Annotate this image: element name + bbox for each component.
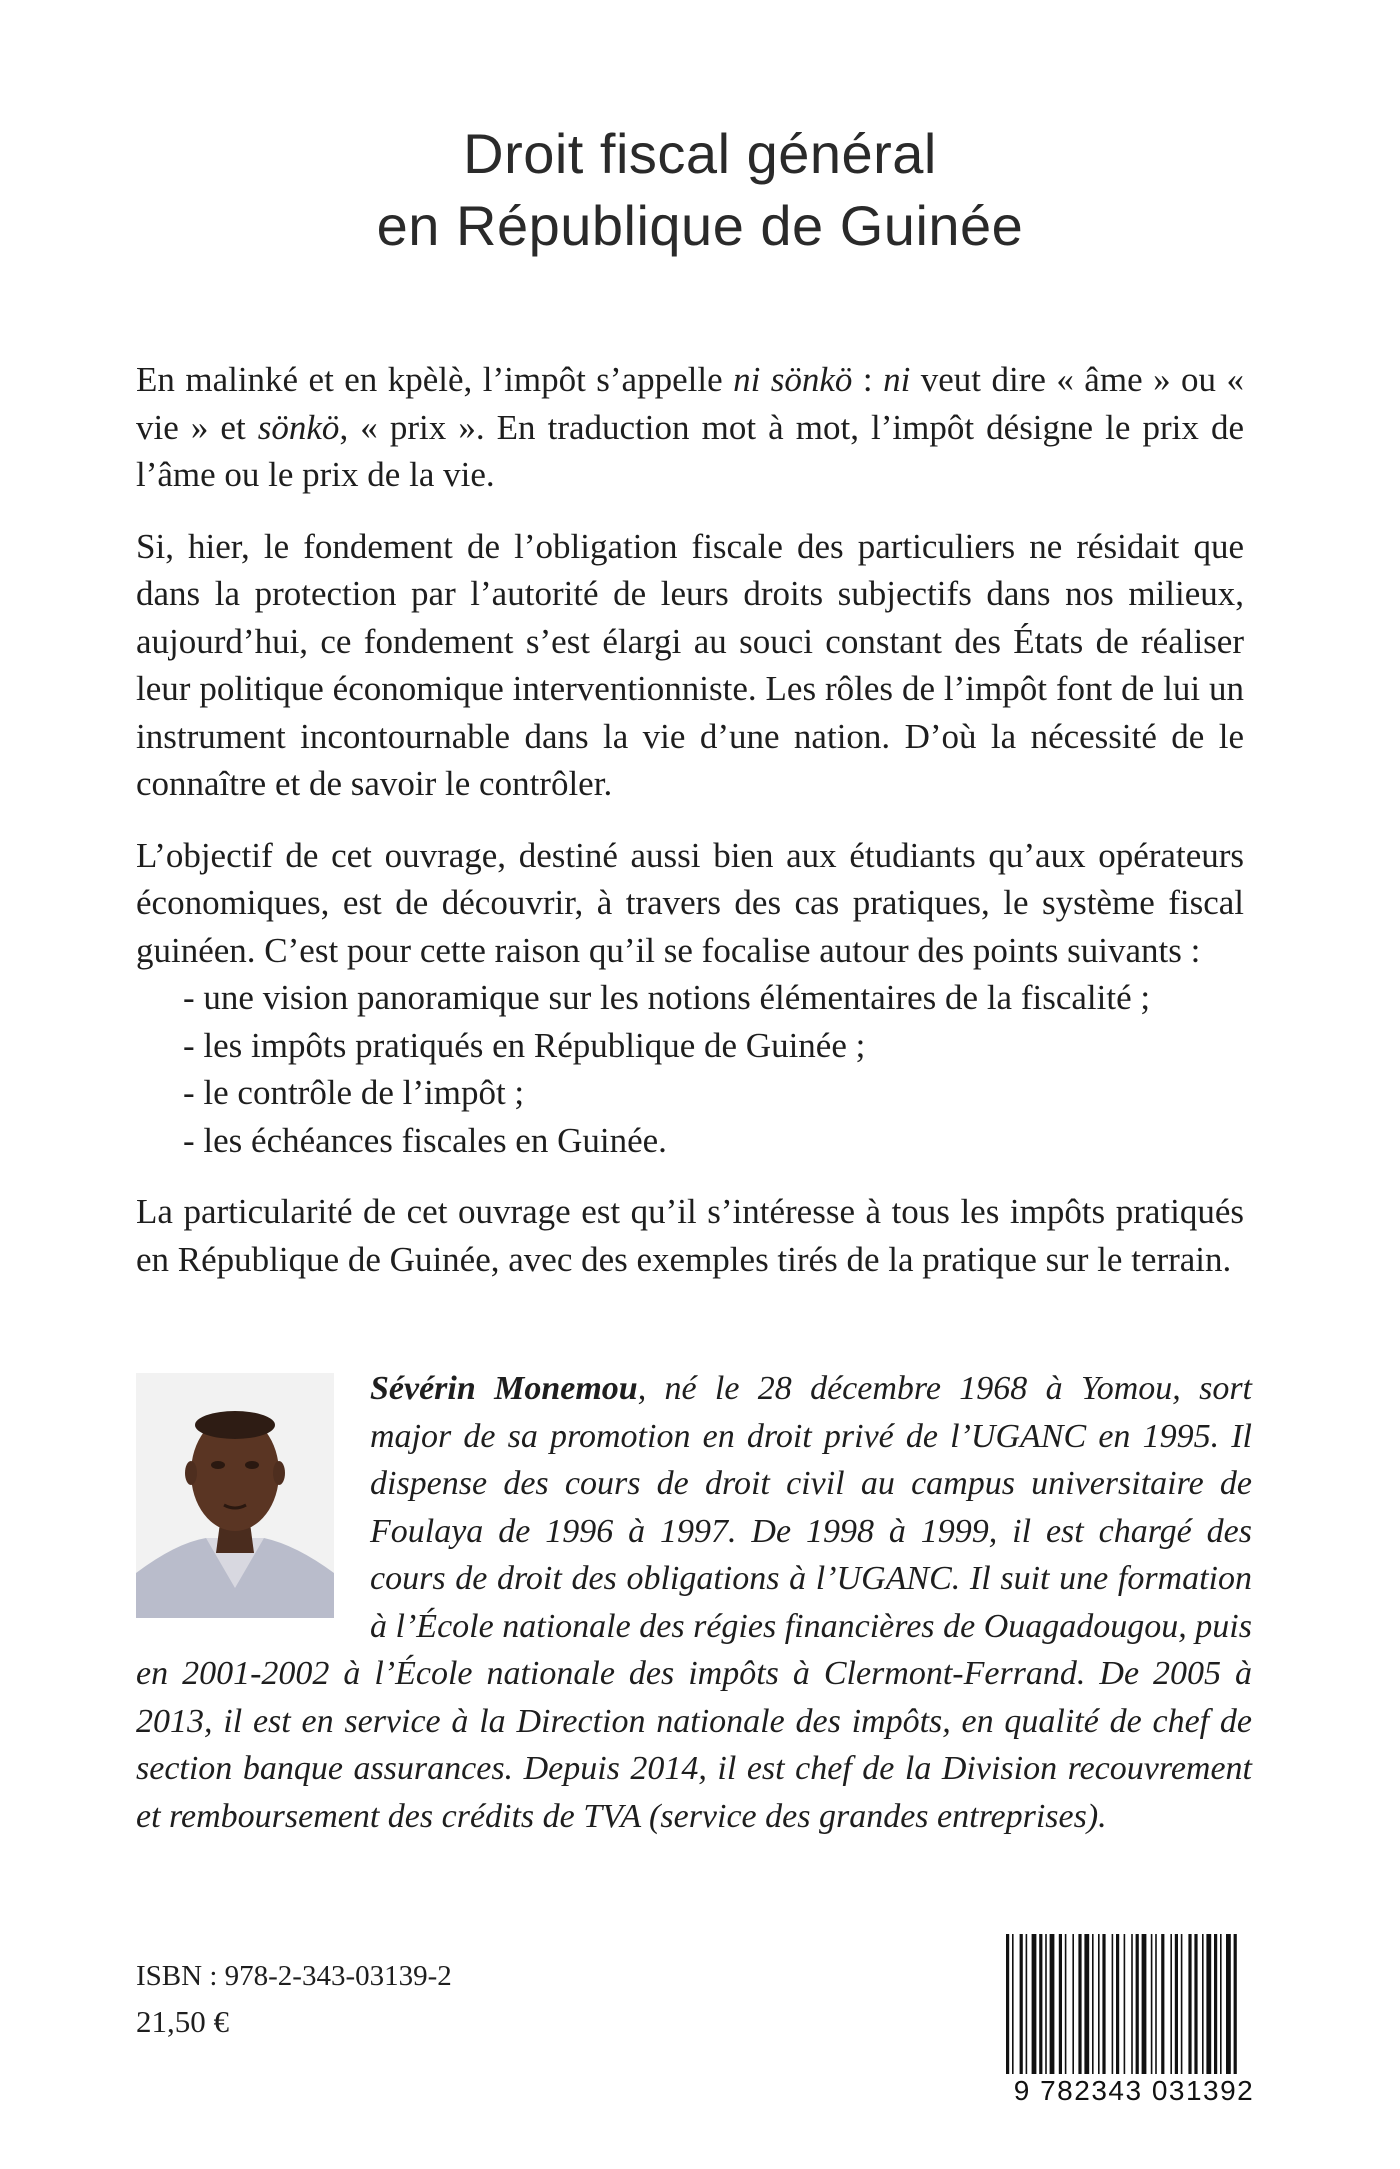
barcode-number: 9 782343 031392	[1000, 2074, 1268, 2108]
isbn-number: ISBN : 978-2-343-03139-2	[136, 1960, 452, 1992]
title-line-1: Droit fiscal général	[463, 122, 937, 185]
barcode-bar	[1020, 1934, 1023, 2074]
barcode-bar	[1206, 1934, 1211, 2074]
barcode-bar	[1136, 1934, 1139, 2074]
isbn-barcode	[1000, 1934, 1268, 2123]
barcode-bar	[1050, 1934, 1055, 2074]
barcode-bar	[1226, 1934, 1231, 2074]
barcode-bar	[1161, 1934, 1164, 2074]
barcode-bar	[1072, 1934, 1074, 2074]
barcode-bar	[1084, 1934, 1089, 2074]
barcode-bar	[1065, 1934, 1067, 2074]
author-photo	[136, 1373, 334, 1618]
list-item: - une vision panoramique sur les notions élémentaires de la fiscalité ;	[183, 978, 1151, 1017]
publication-info	[136, 1956, 452, 2042]
barcode-bar	[1039, 1934, 1042, 2074]
barcode-bar	[1214, 1934, 1217, 2074]
barcode-bar	[1116, 1934, 1119, 2074]
author-bio-text: , né le 28 décembre 1968 à Yomou, sort major de sa promotion en droit privé de l’UGANC en 1995. Il dispense des cours de droit civil au campus universitaire de Foulaya de 1996 à 1997. De 1998 à 1999, il est chargé des cours de droit des obligations à l’UGANC. Il suit une formation à l’École nationale des régies financières de Ouagadougou, puis en 2001-2002 à l’École nationale des impôts à Clermont-Ferrand. De 2005 à 2013, il est en service à la Direction nationale des impôts, en qualité de chef de section banque assurances. Depuis 2014, il est chef de la Division recouvrement et remboursement des crédits de TVA (service des grandes entreprises).	[136, 1370, 1253, 1835]
barcode-bar	[1112, 1934, 1114, 2074]
list-item: - les échéances fiscales en Guinée.	[183, 1120, 667, 1160]
barcode-bar	[1006, 1934, 1009, 2084]
barcode-bar	[1202, 1934, 1204, 2074]
barcode-bar	[1151, 1934, 1153, 2074]
topics-list	[136, 974, 1244, 1164]
barcode-bar	[1181, 1934, 1183, 2074]
barcode-bar	[1155, 1934, 1157, 2074]
barcode-bar	[1078, 1934, 1081, 2074]
barcode-bar	[1220, 1934, 1222, 2074]
barcode-bars	[1000, 1934, 1268, 2084]
barcode-bar	[1234, 1934, 1237, 2084]
back-cover-summary	[136, 356, 1244, 1283]
title-line-2: en République de Guinée	[376, 194, 1024, 257]
barcode-bar	[1032, 1934, 1037, 2074]
barcode-bar	[1102, 1934, 1105, 2074]
barcode-bar	[1142, 1934, 1147, 2074]
barcode-bar	[1124, 1934, 1126, 2074]
list-item: - le contrôle de l’impôt ;	[183, 1073, 525, 1112]
barcode-bar	[1098, 1934, 1100, 2074]
barcode-bar	[1026, 1934, 1028, 2074]
price: 21,50 €	[136, 2004, 229, 2039]
paragraph-1: En malinké et en kpèlè, l’impôt s’appelle ni sönkö : ni veut dire « âme » ou « vie » et sönkö, « prix ». En traduction mot à mot, l’impôt désigne le prix de l’âme ou le prix de la vie.	[136, 360, 1244, 494]
barcode-bar	[1188, 1934, 1191, 2074]
list-item: - les impôts pratiqués en République de Guinée ;	[183, 1025, 866, 1065]
barcode-bar	[1092, 1934, 1094, 2074]
barcode-bar	[1170, 1934, 1172, 2074]
barcode-bar	[1059, 1934, 1062, 2074]
barcode-bar	[1194, 1934, 1197, 2074]
paragraph-4: La particularité de cet ouvrage est qu’il s’intéresse à tous les impôts pratiqués en République de Guinée, avec des exemples tirés de la pratique sur le terrain.	[136, 1192, 1244, 1279]
barcode-bar	[1045, 1934, 1047, 2074]
book-title	[0, 118, 1400, 262]
paragraph-3: L’objectif de cet ouvrage, destiné aussi bien aux étudiants qu’aux opérateurs économiques, est de découvrir, à travers des cas pratiques, le système fiscal guinéen. C’est pour cette raison qu’il se focalise autour des points suivants :	[136, 835, 1244, 970]
barcode-bar	[1012, 1934, 1014, 2084]
barcode-bar	[1175, 1934, 1178, 2074]
author-name: Sévérin Monemou	[370, 1370, 638, 1407]
author-bio	[136, 1365, 1252, 1840]
barcode-bar	[1131, 1934, 1133, 2074]
paragraph-2: Si, hier, le fondement de l’obligation fiscale des particuliers ne résidait que dans la protection par l’autorité de leurs droits subjectifs dans nos milieux, aujourd’hui, ce fondement s’est élargi au souci constant des États de réaliser leur politique économique interventionniste. Les rôles de l’impôt font de lui un instrument incontournable dans la vie d’une nation. D’où la nécessité de le connaître et de savoir le contrôler.	[136, 526, 1244, 803]
